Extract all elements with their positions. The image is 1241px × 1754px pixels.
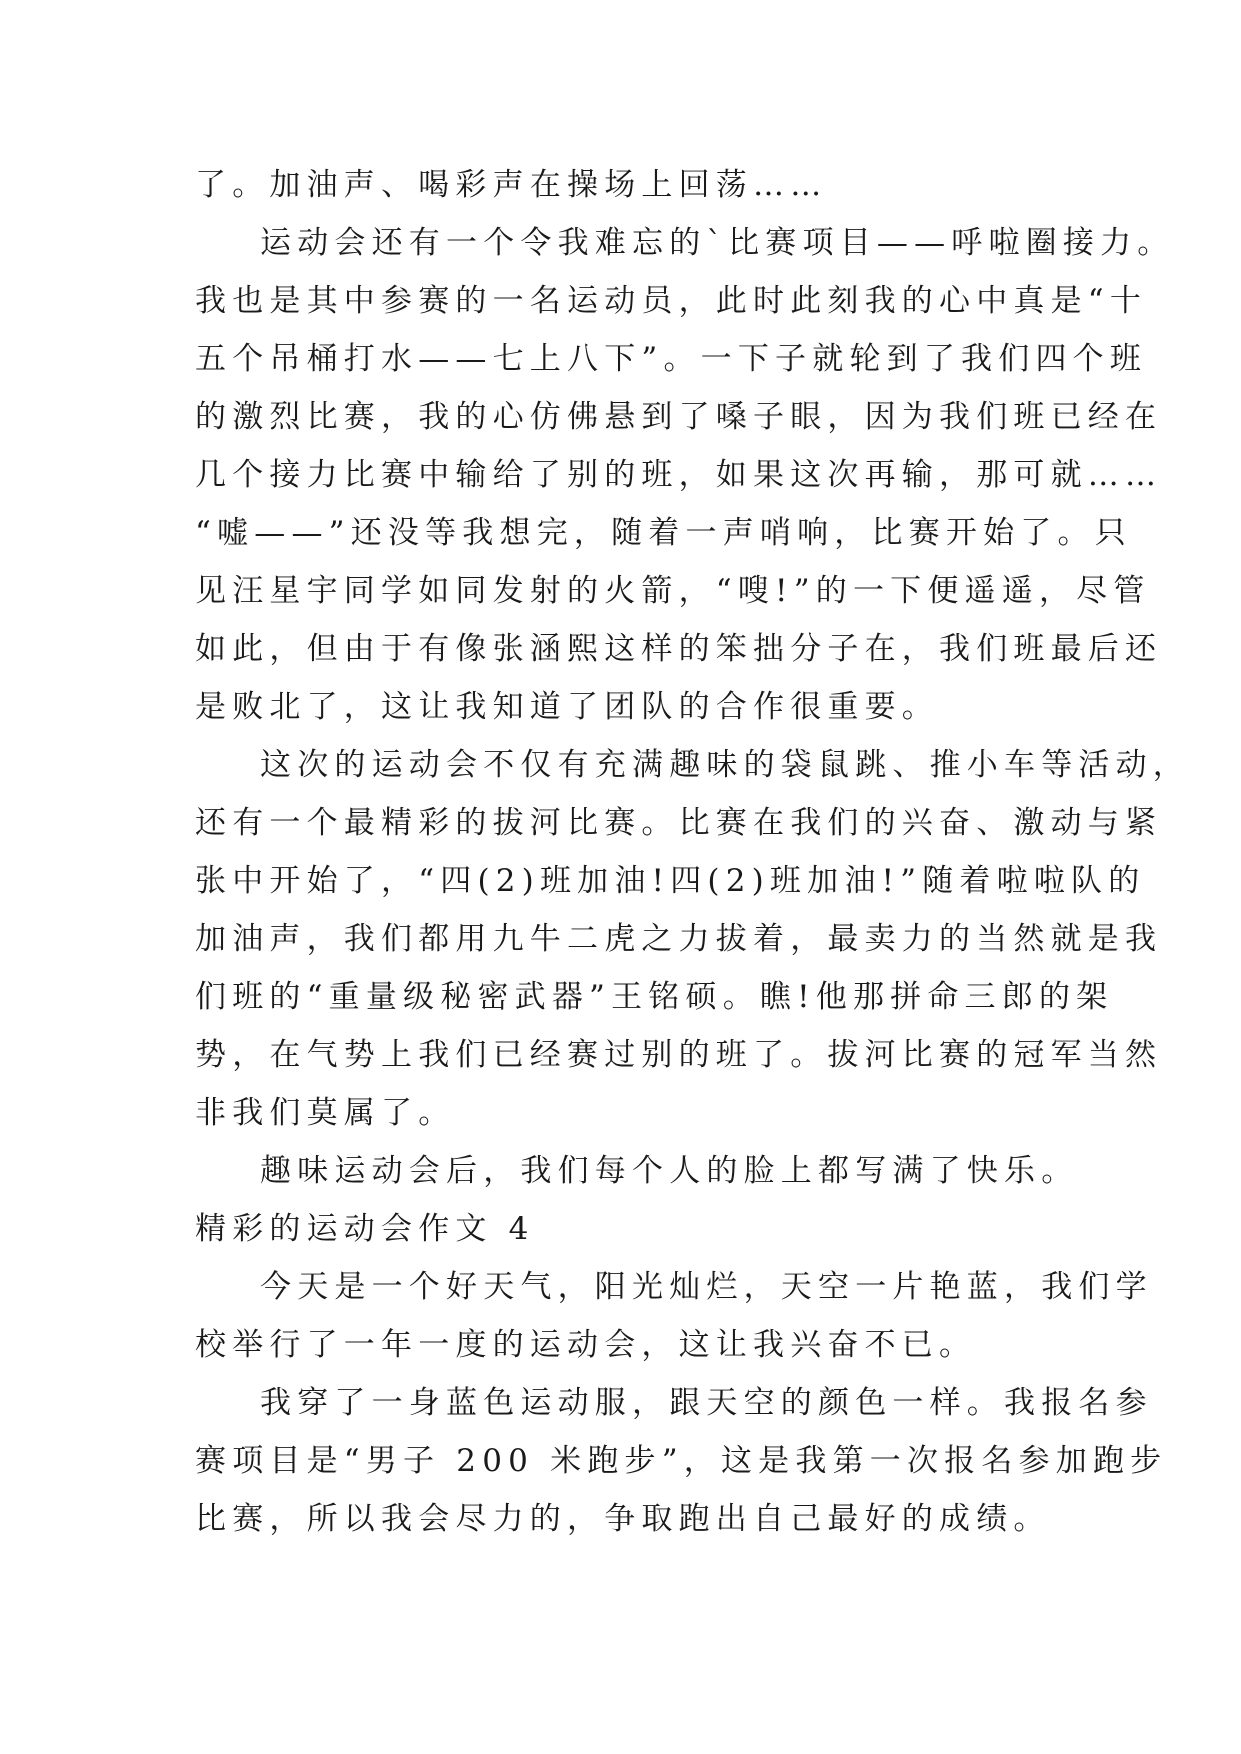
text-line: 还有一个最精彩的拔河比赛。比赛在我们的兴奋、激动与紧 (195, 805, 1163, 841)
text-line: 比赛，所以我会尽力的，争取跑出自己最好的成绩。 (195, 1501, 1051, 1537)
text-line: 我也是其中参赛的一名运动员，此时此刻我的心中真是“十 (195, 283, 1148, 319)
text-line: 张中开始了，“四(2)班加油!四(2)班加油!”随着啦啦队的 (195, 863, 1146, 899)
text-line: 校举行了一年一度的运动会，这让我兴奋不已。 (195, 1327, 977, 1363)
paragraph-start-line: 我穿了一身蓝色运动服，跟天空的颜色一样。我报名参 (260, 1385, 1153, 1421)
section-heading: 精彩的运动会作文 4 (195, 1211, 535, 1247)
text-line: 如此，但由于有像张涵熙这样的笨拙分子在，我们班最后还 (195, 631, 1163, 667)
text-line: “嘘——”还没等我想完，随着一声哨响，比赛开始了。只 (195, 515, 1132, 551)
text-line: 赛项目是“男子 200 米跑步”，这是我第一次报名参加跑步 (195, 1443, 1168, 1479)
text-line: 了。加油声、喝彩声在操场上回荡…… (195, 167, 828, 203)
text-line: 见汪星宇同学如同发射的火箭，“嗖!”的一下便遥遥，尽管 (195, 573, 1151, 609)
text-line: 非我们莫属了。 (195, 1095, 456, 1131)
text-line: 加油声，我们都用九牛二虎之力拔着，最卖力的当然就是我 (195, 921, 1163, 957)
text-line: 五个吊桶打水——七上八下”。一下子就轮到了我们四个班 (195, 341, 1148, 377)
paragraph-start-line: 运动会还有一个令我难忘的`比赛项目——呼啦圈接力。 (260, 225, 1175, 261)
paragraph-start-line: 这次的运动会不仅有充满趣味的袋鼠跳、推小车等活动， (260, 747, 1190, 783)
text-line: 是败北了，这让我知道了团队的合作很重要。 (195, 689, 939, 725)
text-line: 的激烈比赛，我的心仿佛悬到了嗓子眼，因为我们班已经在 (195, 399, 1163, 435)
text-line: 势，在气势上我们已经赛过别的班了。拔河比赛的冠军当然 (195, 1037, 1163, 1073)
paragraph-start-line: 趣味运动会后，我们每个人的脸上都写满了快乐。 (260, 1153, 1079, 1189)
paragraph-start-line: 今天是一个好天气，阳光灿烂，天空一片艳蓝，我们学 (260, 1269, 1153, 1305)
text-line: 们班的“重量级秘密武器”王铭硕。瞧!他那拼命三郎的架 (195, 979, 1114, 1015)
text-line: 几个接力比赛中输给了别的班，如果这次再输，那可就…… (195, 457, 1163, 493)
